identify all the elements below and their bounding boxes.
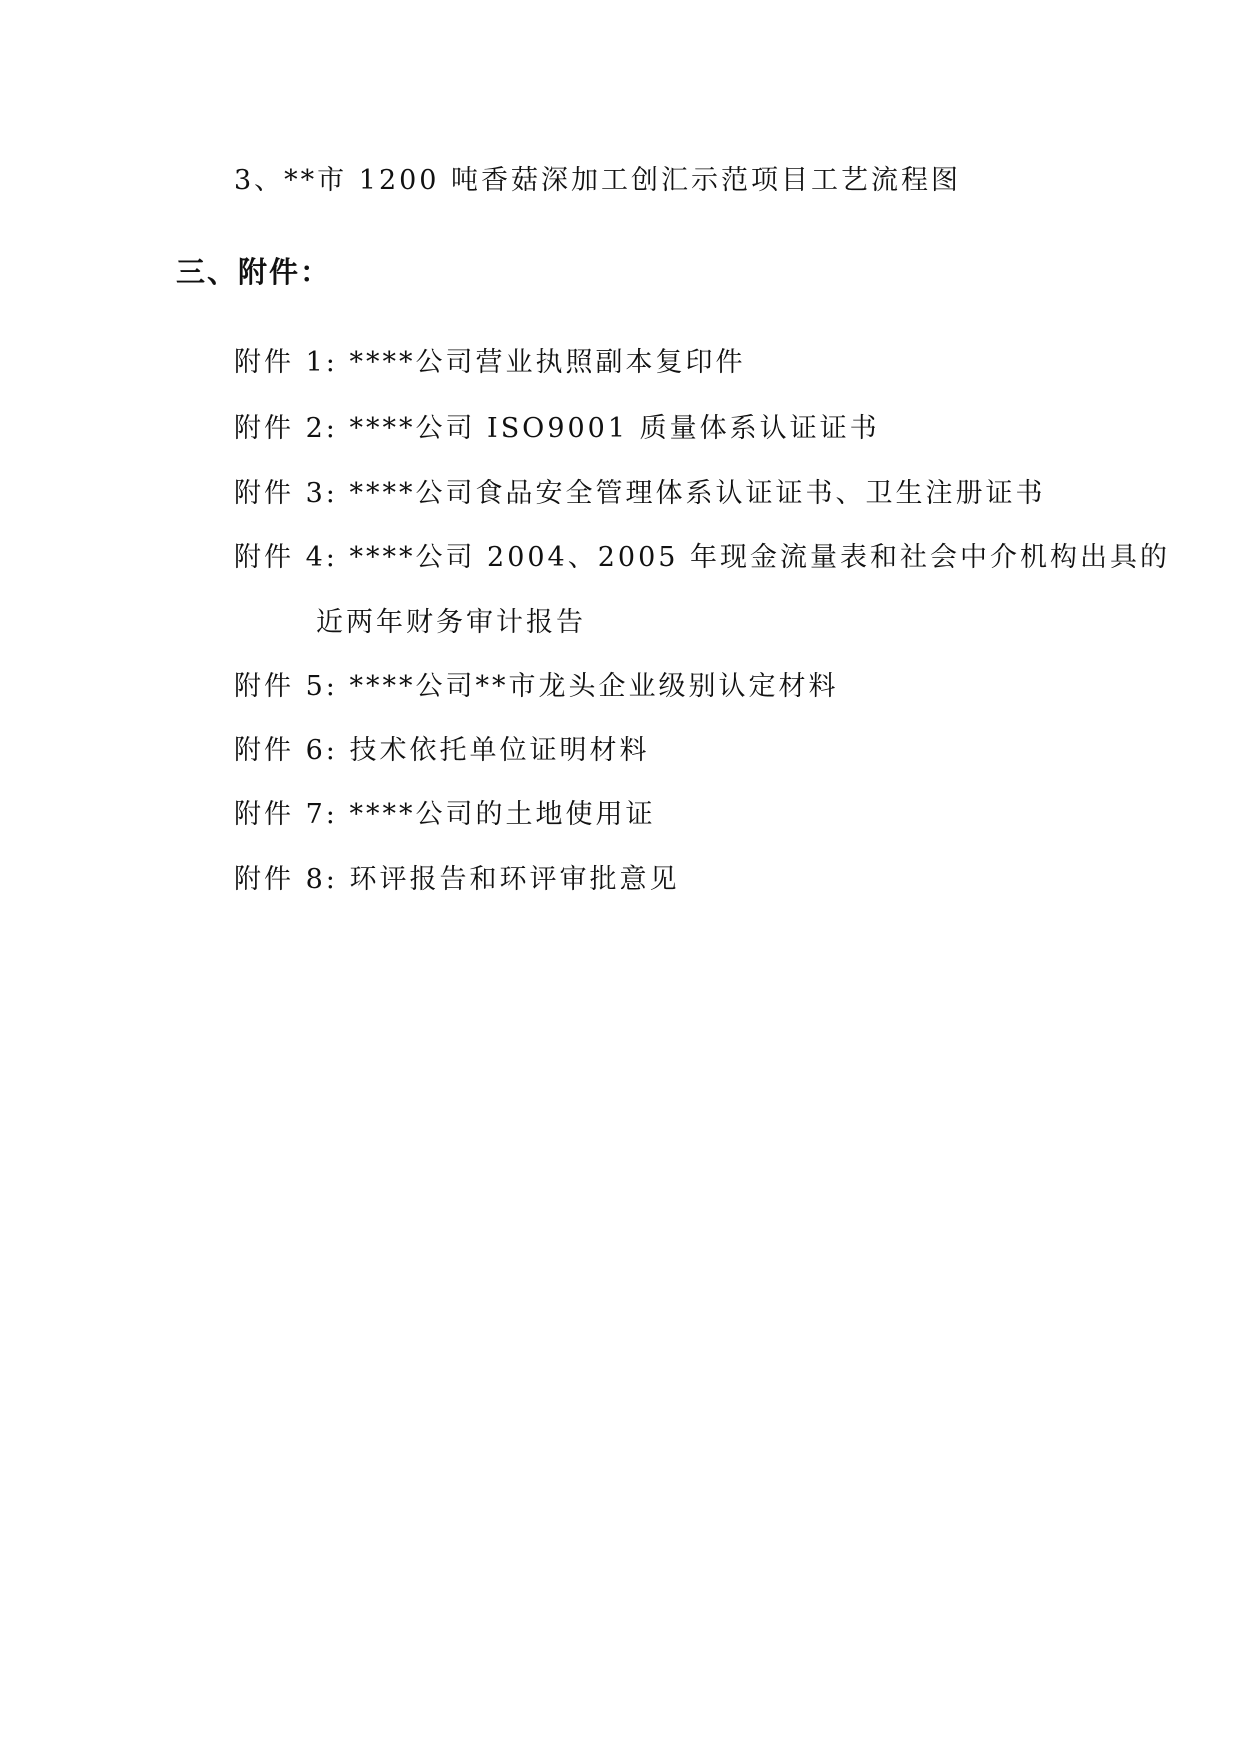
attachment-item-7: 附件 7: ****公司的土地使用证	[234, 799, 656, 830]
attachment-item-2: 附件 2: ****公司 ISO9001 质量体系认证证书	[234, 413, 880, 444]
attachment-item-8: 附件 8: 环评报告和环评审批意见	[234, 864, 680, 895]
attachment-item-5: 附件 5: ****公司**市龙头企业级别认定材料	[234, 671, 839, 702]
attachment-item-1: 附件 1: ****公司营业执照副本复印件	[234, 347, 746, 378]
attachment-item-3: 附件 3: ****公司食品安全管理体系认证证书、卫生注册证书	[234, 478, 1046, 509]
flowchart-item: 3、**市 1200 吨香菇深加工创汇示范项目工艺流程图	[234, 165, 962, 196]
attachment-item-4: 附件 4: ****公司 2004、2005 年现金流量表和社会中介机构出具的	[234, 542, 1171, 573]
section-heading-attachments: 三、附件：	[176, 255, 332, 289]
attachment-item-4-continuation: 近两年财务审计报告	[316, 607, 586, 638]
attachment-item-6: 附件 6: 技术依托单位证明材料	[234, 735, 650, 766]
